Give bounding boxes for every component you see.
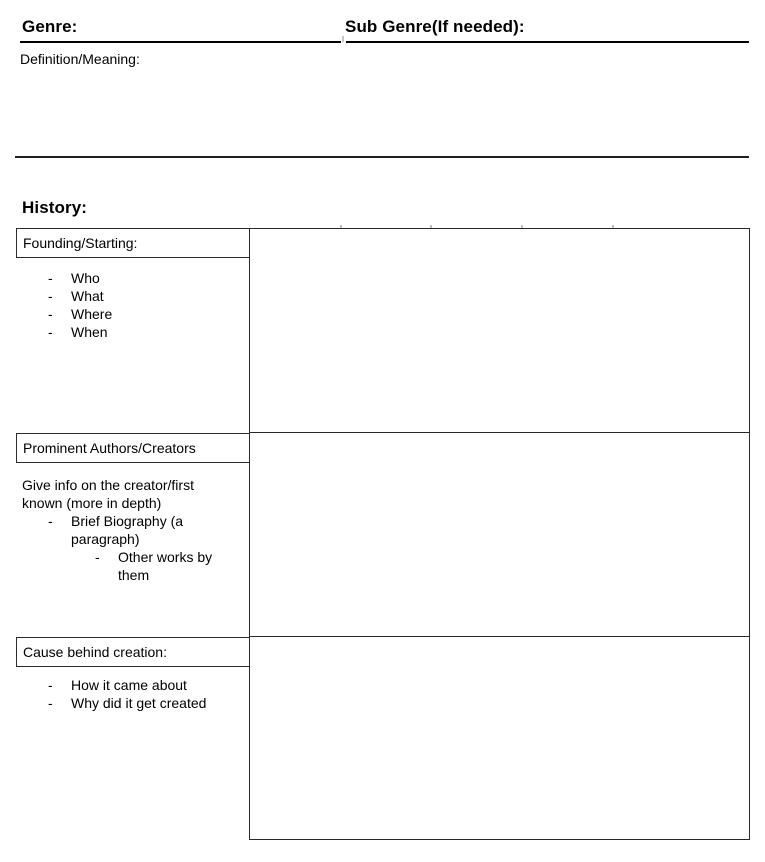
- answer-column: [249, 228, 750, 840]
- list-item-text: When: [71, 324, 108, 340]
- text-line-content: known (more in depth): [22, 495, 162, 511]
- row-divider: [249, 432, 750, 434]
- list-item-text: What: [71, 288, 104, 304]
- dash-marker: -: [48, 324, 53, 340]
- list-item-text: paragraph): [71, 531, 140, 547]
- definition-underline: [15, 156, 749, 158]
- authors-header-label: Prominent Authors/Creators: [23, 440, 196, 456]
- history-table: [16, 228, 750, 840]
- genre-label: Genre:: [22, 17, 78, 36]
- border-tick: [342, 36, 344, 42]
- dash-marker: -: [48, 288, 53, 304]
- cause-header-box: [16, 637, 250, 667]
- founding-header-box: [16, 228, 250, 258]
- row-divider: [249, 636, 750, 638]
- founding-header-label: Founding/Starting:: [23, 235, 138, 251]
- subgenre-underline: [346, 41, 749, 43]
- dash-marker: -: [48, 513, 53, 529]
- authors-header-box: [16, 433, 250, 463]
- history-heading: History:: [22, 198, 88, 217]
- cause-header-label: Cause behind creation:: [23, 644, 167, 660]
- definition-answer-area[interactable]: [15, 66, 749, 156]
- dash-marker: -: [95, 549, 100, 565]
- list-item-text: Why did it get created: [71, 695, 207, 711]
- dash-marker: -: [48, 270, 53, 286]
- list-item-text: Other works by: [118, 549, 213, 565]
- list-item-text: them: [118, 567, 150, 583]
- dash-marker: -: [48, 306, 53, 322]
- definition-label: Definition/Meaning:: [20, 51, 140, 67]
- dash-marker: -: [48, 677, 53, 693]
- list-item-text: Where: [71, 306, 113, 322]
- text-line-content: Give info on the creator/first: [22, 477, 194, 493]
- list-item-text: Brief Biography (a: [71, 513, 184, 529]
- authors-answer-cell[interactable]: [250, 434, 748, 636]
- genre-underline: [20, 41, 341, 43]
- list-item-text: Who: [71, 270, 100, 286]
- list-item-text: How it came about: [71, 677, 187, 693]
- founding-answer-cell[interactable]: [250, 229, 748, 432]
- cause-answer-cell[interactable]: [250, 638, 748, 838]
- subgenre-label: Sub Genre(If needed):: [345, 17, 525, 36]
- dash-marker: -: [48, 695, 53, 711]
